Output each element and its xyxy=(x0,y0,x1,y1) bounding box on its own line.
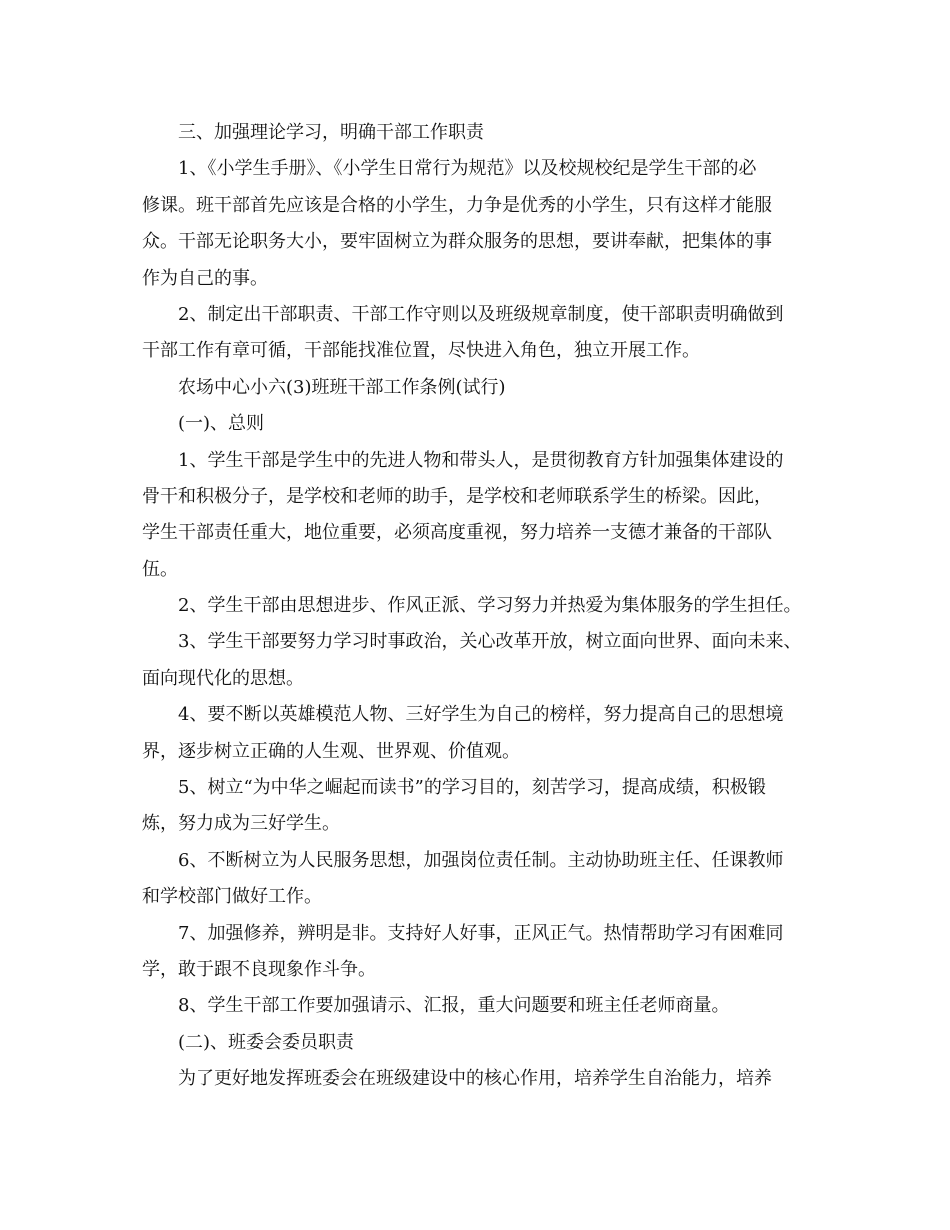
text-line: 界，逐步树立正确的人生观、世界观、价值观。 xyxy=(142,740,520,762)
text-line: 伍。 xyxy=(142,558,178,580)
text-line: 修课。班干部首先应该是合格的小学生，力争是优秀的小学生，只有这样才能服 xyxy=(142,194,772,216)
text-line: 作为自己的事。 xyxy=(142,267,268,289)
text-line: 8、学生干部工作要加强请示、汇报，重大问题要和班主任老师商量。 xyxy=(178,995,730,1017)
text-line: 3、学生干部要努力学习时事政治，关心改革开放，树立面向世界、面向未来、 xyxy=(178,631,802,653)
text-line: 学生干部责任重大，地位重要，必须高度重视，努力培养一支德才兼备的干部队 xyxy=(142,522,772,544)
text-line: 1、学生干部是学生中的先进人物和带头人，是贯彻教育方针加强集体建设的 xyxy=(178,449,784,471)
text-line: 三、加强理论学习，明确干部工作职责 xyxy=(178,122,484,143)
text-line: 4、要不断以英雄模范人物、三好学生为自己的榜样，努力提高自己的思想境 xyxy=(178,704,784,726)
text-line: 1、《小学生手册》、《小学生日常行为规范》以及校规校纪是学生干部的必 xyxy=(178,158,757,180)
text-line: 7、加强修养，辨明是非。支持好人好事，正风正气。热情帮助学习有困难同 xyxy=(178,922,784,944)
document-body xyxy=(142,115,822,1098)
text-line: 农场中心小六(3)班班干部工作条例(试行) xyxy=(178,376,506,398)
text-line: 干部工作有章可循，干部能找准位置，尽快进入角色，独立开展工作。 xyxy=(142,340,700,362)
text-line: 面向现代化的思想。 xyxy=(142,667,304,689)
text-line: (一)、总则 xyxy=(178,413,265,435)
text-line: 炼，努力成为三好学生。 xyxy=(142,813,340,835)
text-line: 2、制定出干部职责、干部工作守则以及班级规章制度，使干部职责明确做到 xyxy=(178,303,784,325)
text-line: 2、学生干部由思想进步、作风正派、学习努力并热爱为集体服务的学生担任。 xyxy=(178,595,802,617)
text-line: (二)、班委会委员职责 xyxy=(178,1031,355,1053)
text-line: 5、树立“为中华之崛起而读书”的学习目的，刻苦学习，提高成绩，积极锻 xyxy=(178,777,766,799)
text-line: 骨干和积极分子，是学校和老师的助手，是学校和老师联系学生的桥梁。因此， xyxy=(142,485,772,507)
text-line: 为了更好地发挥班委会在班级建设中的核心作用，培养学生自治能力，培养 xyxy=(178,1068,772,1090)
text-line: 学，敢于跟不良现象作斗争。 xyxy=(142,958,376,980)
text-line: 6、不断树立为人民服务思想，加强岗位责任制。主动协助班主任、任课教师 xyxy=(178,849,784,871)
text-line: 众。干部无论职务大小，要牢固树立为群众服务的思想，要讲奉献，把集体的事 xyxy=(142,231,772,253)
text-line: 和学校部门做好工作。 xyxy=(142,886,322,908)
